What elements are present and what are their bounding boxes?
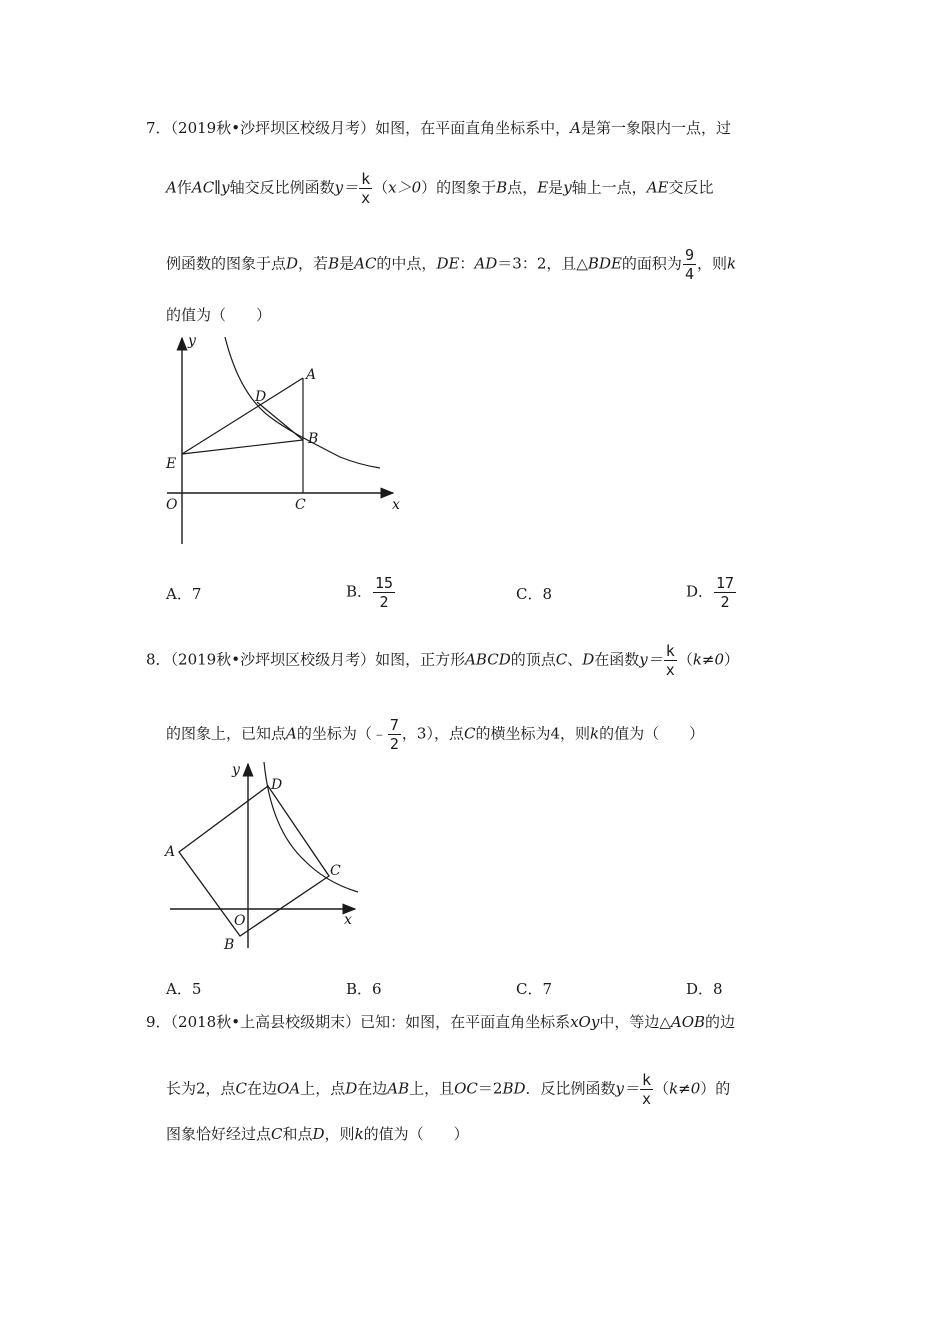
q7-text: ＝3：2，且△ [497,254,588,273]
q9-text: （ [654,1079,670,1098]
option-value: 6 [372,980,382,998]
q8-square-abcd [179,786,329,936]
q7-text: ，若 [298,254,329,273]
q7-var: DE [436,254,460,273]
q8-var: D [582,650,595,669]
q9-var: y＝ [615,1079,640,1098]
q7-var: D [286,254,299,273]
frac-den: 2 [389,735,399,753]
q7-text: 如图，在平面直角坐标系中， [375,119,571,137]
q8-text: 的值为（ ） [599,724,705,743]
q7-line2 [166,170,714,207]
q7-option-d[interactable] [686,574,737,611]
q8-var: k [589,724,600,743]
q7-label-e: E [166,456,177,472]
q8-text: 的坐标为（﹣ [296,724,387,743]
q7-source: （2019秋•沙坪坝区校级月考） [170,119,376,137]
q9-var: D [312,1125,325,1143]
option-label: A． [166,980,192,998]
option-label: D． [686,582,714,601]
q7-var: E [537,178,549,197]
option-fraction [714,574,736,611]
q7-text: 点， [507,178,538,197]
q7-option-a[interactable] [166,583,201,604]
q8-label-c: C [330,863,341,879]
q9-var: xOy [570,1013,600,1031]
q8-option-c[interactable] [516,978,552,999]
q7-text: 的面积为 [621,254,682,273]
q9-text: 中，等边△ [599,1013,671,1031]
q7-var: k [726,254,737,273]
option-label: C． [516,980,543,998]
q7-text: 轴交反比例函数 [229,178,335,197]
q9-text: 上，且 [409,1079,455,1098]
q7-option-c[interactable] [516,583,552,604]
q7-label-x: x [392,497,400,513]
q7-var: A [570,119,581,137]
q8-var: C [555,650,568,669]
q7-option-b[interactable] [346,574,396,611]
q9-var: OC [454,1079,478,1098]
q9-text: ，则 [324,1125,355,1143]
q7-label-d: D [255,389,267,405]
q8-var: ABCD [465,650,511,669]
q8-var: y＝ [639,650,663,669]
q7-text: 的中点， [376,254,437,273]
q9-text: ）的 [700,1079,731,1098]
q8-text: 的横坐标为4，则 [475,724,590,743]
q7-text: 轴上一点， [571,178,647,197]
q7-var: y [221,178,230,197]
frac-num: 9 [684,246,694,264]
frac-den: 2 [720,593,730,611]
q9-text: ．反比例函数 [525,1079,616,1098]
q8-text: （ [677,650,693,669]
q7-var: AC [191,178,215,197]
q7-text: 作 [176,178,192,197]
q8-number: 8． [146,650,171,669]
frac-num: k [361,170,371,188]
q9-var: k [354,1125,364,1143]
q9-k-over-x-fraction [640,1071,653,1108]
q9-source: （2018秋•上高县校级期末） [170,1013,361,1031]
option-label: D． [686,980,714,998]
frac-num: k [642,1071,652,1089]
option-value: 5 [191,980,202,998]
q7-var: BDE [587,254,622,273]
q7-parallel: ∥ [214,178,222,197]
q8-text: 、 [567,650,583,669]
q8-text: 的顶点 [510,650,556,669]
q8-source: （2019秋•沙坪坝区校级月考） [170,650,376,669]
frac-num: k [665,642,675,660]
q7-text: 例函数的图象于点 [166,254,287,273]
q7-text: ： [459,254,475,273]
q9-number: 9． [146,1013,171,1031]
q9-var: C [235,1079,248,1098]
q9-text: 的值为（ ） [363,1125,469,1143]
frac-num: 15 [375,574,394,592]
q7-text: （ [373,178,389,197]
q9-text: 和点 [282,1125,313,1143]
frac-num: 7 [389,716,399,734]
q7-segment-db [257,402,303,440]
q7-figure [155,332,415,552]
q7-var: y＝ [334,178,359,197]
q7-line3 [166,246,736,283]
q8-option-a[interactable] [166,978,201,999]
q9-text: 长为2，点 [166,1079,236,1098]
q7-text: ）的图象于 [421,178,497,197]
q8-text: ，3），点 [401,724,464,743]
frac-den: x [642,1090,652,1108]
option-value: 8 [713,980,723,998]
q8-line1 [146,642,739,679]
option-value: 7 [191,585,202,603]
q7-var: A [166,178,177,197]
q8-label-y: y [232,762,240,778]
q9-text: 的边 [705,1013,736,1031]
q8-label-a: A [165,844,176,860]
frac-den: x [665,661,675,679]
q9-var: C [271,1125,283,1143]
option-value: 8 [542,585,553,603]
q9-var: D [345,1079,358,1098]
q7-var: B [496,178,508,197]
q7-var: AD [474,254,498,273]
q7-label-a: A [306,367,317,383]
q7-text: 交反比 [668,178,714,197]
frac-den: 2 [379,593,389,611]
q7-var: AE [646,178,669,197]
q8-condition: k≠0 [692,650,725,669]
q8-var: C [463,724,476,743]
q8-text: 的图象上，已知点 [166,724,287,743]
q7-text: 是 [548,178,564,197]
q7-condition: x＞0 [388,178,422,197]
option-label: A． [166,585,192,603]
q8-figure [160,758,370,958]
q7-label-b: B [308,431,319,447]
option-label: B． [346,582,373,601]
q8-text: 在函数 [594,650,640,669]
q9-var: BD [502,1079,526,1098]
q7-line4 [166,305,271,325]
q9-var: OA [277,1079,301,1098]
q9-text: 在边 [357,1079,388,1098]
q9-line1 [146,1012,735,1032]
q9-text: 已知：如图，在平面直角坐标系 [360,1013,571,1031]
q7-label-y: y [188,333,196,349]
q7-var: AC [354,254,377,273]
q8-k-over-x-fraction [664,642,677,679]
q8-text: 如图，正方形 [375,650,466,669]
q9-condition: k≠0 [669,1079,701,1098]
q7-area-fraction [683,246,696,283]
q7-text: 的值为（ ） [166,306,272,324]
q7-text: 是 [339,254,355,273]
q8-label-x: x [344,912,352,928]
q7-text: ，则 [696,254,727,273]
q8-line2 [166,716,704,753]
frac-num: 17 [716,574,735,592]
frac-den: x [361,189,371,207]
q8-var: A [286,724,297,743]
q8-label-b: B [224,937,235,953]
q7-var: y [563,178,572,197]
q7-line1 [146,118,731,138]
option-label: C． [516,585,543,603]
q8-text: ） [724,650,740,669]
q9-text: 在边 [247,1079,278,1098]
q8-label-o: O [234,913,246,929]
q9-text: ＝2 [477,1079,503,1098]
q7-label-o: O [166,497,178,513]
q9-line3 [166,1124,469,1144]
q8-option-d[interactable] [686,978,723,999]
q9-var: AOB [670,1013,706,1031]
q8-coord-fraction [388,716,401,753]
q8-option-b[interactable] [346,978,382,999]
q9-text: 图象恰好经过点 [166,1125,272,1143]
q9-var: AB [387,1079,410,1098]
q7-var: B [328,254,340,273]
q7-label-c: C [295,497,306,513]
option-fraction [373,574,395,611]
q7-text: 是第一象限内一点，过 [580,119,731,137]
option-value: 7 [542,980,553,998]
q9-line2 [166,1071,730,1108]
q9-text: 上，点 [300,1079,346,1098]
q8-label-d: D [271,777,283,793]
q7-number: 7． [146,119,171,137]
option-label: B． [346,980,373,998]
frac-den: 4 [684,265,694,283]
q7-k-over-x-fraction [359,170,372,207]
